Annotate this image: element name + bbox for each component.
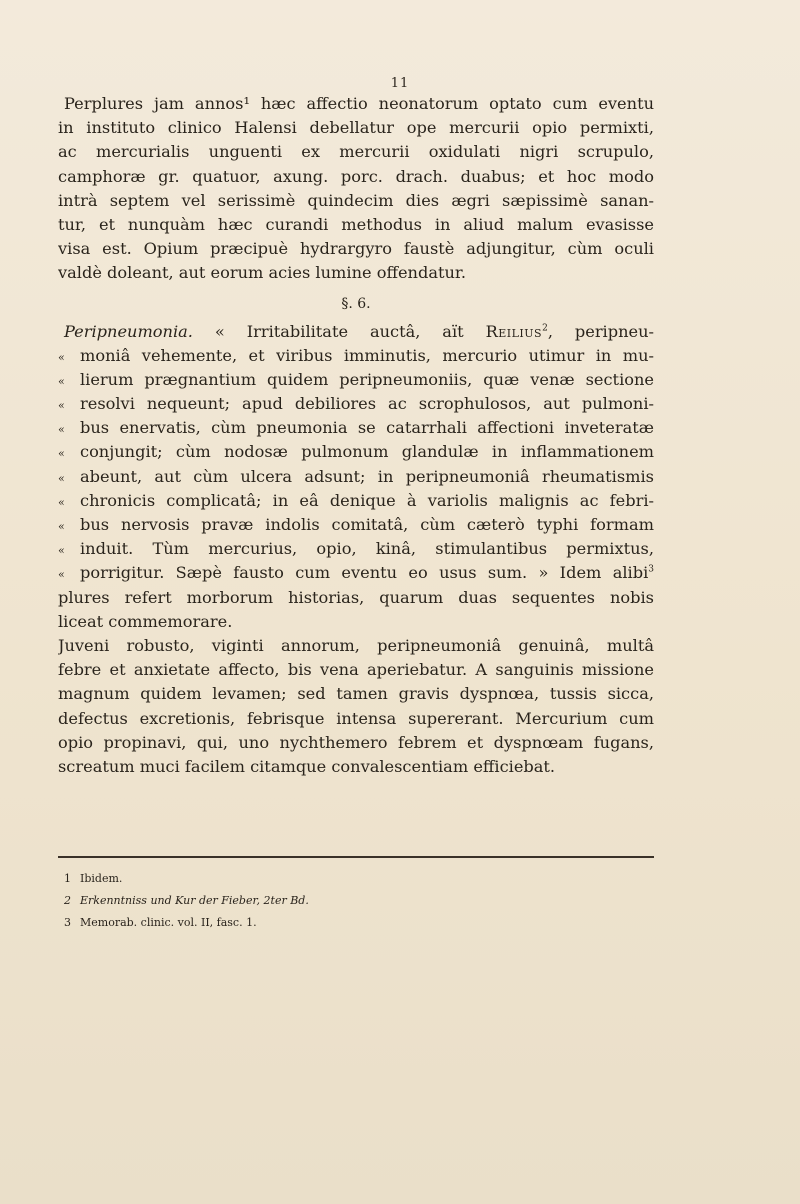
paragraph-1	[58, 92, 654, 286]
quote-mark: «	[58, 471, 65, 485]
quote-mark: «	[214, 321, 225, 341]
text-segment: resolvi nequeunt; apud debiliores ac scrophulosos, aut pulmoni-	[80, 394, 654, 414]
footnote	[64, 890, 624, 912]
text-line: visa est. Opium præcipuè hydrargyro faustè adjungitur, cùm oculi	[58, 239, 654, 259]
footnote-ref: 2	[542, 323, 548, 334]
footnote-number: 2	[64, 894, 71, 907]
text-line: in instituto clinico Halensi debellatur ope mercurii opio permixti,	[58, 118, 654, 138]
text-line: opio propinavi, qui, uno nychthemero febrem et dyspnœam fugans,	[58, 732, 654, 752]
text-line	[58, 561, 654, 585]
footnote-text: Memorab. clinic. vol. II, fasc. 1.	[80, 916, 257, 929]
text-segment: chronicis complicatâ; in eâ denique à variolis malignis ac febri-	[80, 490, 654, 510]
text-line: Perplures jam annos¹ hæc affectio neonatorum optato cum eventu	[64, 94, 654, 113]
paragraph-2	[58, 320, 654, 634]
quote-mark: «	[58, 568, 65, 582]
quote-mark: «	[58, 544, 65, 558]
text-line	[58, 344, 654, 368]
quote-mark: «	[58, 520, 65, 533]
quote-mark: «	[58, 495, 65, 509]
text-segment: Irritabilitate auctâ, aït	[246, 321, 464, 341]
text-line	[58, 392, 654, 416]
text-segment: bus nervosis pravæ indolis comitatâ, cùm cæterò typhi formam	[80, 515, 654, 534]
quote-mark: «	[58, 447, 65, 461]
page-number: 11	[390, 76, 410, 91]
text-line: Juveni robusto, viginti annorum, peripneumoniâ genuinâ, multâ	[58, 635, 654, 655]
text-line: plures refert morborum historias, quarum duas sequentes nobis	[58, 587, 654, 607]
text-segment: , peripneu-	[547, 321, 654, 341]
author-name: Reilius	[485, 321, 543, 341]
footnote-number: 1	[64, 872, 71, 885]
quote-mark: «	[58, 399, 65, 413]
paragraph-3	[58, 634, 654, 779]
quote-mark: «	[58, 374, 65, 388]
text-line: magnum quidem levamen; sed tamen gravis dyspnœa, tussis sicca,	[58, 684, 654, 704]
footnote-rule	[58, 856, 654, 858]
text-line: febre et anxietate affecto, bis vena aperiebatur. A sanguinis missione	[58, 660, 654, 680]
quote-mark: «	[58, 423, 65, 437]
text-line: ac mercurialis unguenti ex mercurii oxidulati nigri scrupulo,	[58, 142, 654, 162]
text-line: intrà septem vel serissimè quindecim dies ægri sæpissimè sanan-	[58, 190, 654, 210]
text-line	[58, 465, 654, 489]
footnote	[64, 868, 624, 890]
footnote-text: Ibidem.	[80, 872, 123, 885]
text-line: camphoræ gr. quatuor, axung. porc. drach. duabus; et hoc modo	[58, 166, 654, 186]
text-line	[58, 513, 654, 537]
section-mark: §. 6.	[341, 295, 371, 312]
text-line: screatum muci facilem citamque convalescentiam efficiebat.	[58, 756, 556, 776]
text-line	[58, 416, 654, 440]
text-segment: moniâ vehemente, et viribus imminutis, mercurio utimur in mu-	[80, 345, 654, 365]
footnote-number: 3	[64, 916, 71, 929]
text-line	[58, 537, 654, 561]
text-line	[58, 368, 654, 392]
footnote	[64, 912, 624, 934]
text-segment: abeunt, aut cùm ulcera adsunt; in peripneumoniâ rheumatismis	[80, 466, 654, 486]
text-line: valdè doleant, aut eorum acies lumine offendatur.	[58, 263, 467, 283]
section-heading: Peripneumonia.	[64, 321, 193, 341]
text-segment: porrigitur. Sæpè fausto cum eventu eo usus sum. » Idem alibi	[80, 563, 649, 583]
text-segment: bus enervatis, cùm pneumonia se catarrhali affectioni inveteratæ	[80, 418, 654, 438]
text-line	[58, 489, 654, 513]
main-text	[58, 92, 654, 779]
text-line: tur, et nunquàm hæc curandi methodus in aliud malum evasisse	[58, 214, 654, 234]
text-line: liceat commemorare.	[58, 611, 233, 631]
text-line: defectus excretionis, febrisque intensa supererant. Mercurium cum	[58, 708, 654, 728]
footnotes	[64, 868, 624, 934]
footnote-ref: 3	[648, 564, 654, 575]
text-segment: conjungit; cùm nodosæ pulmonum glandulæ in inflammationem	[80, 442, 654, 462]
text-segment: lierum prægnantium quidem peripneumoniis, quæ venæ sectione	[80, 369, 654, 389]
footnote-text: Erkenntniss und Kur der Fieber, 2ter Bd.	[80, 894, 309, 907]
text-line	[58, 320, 654, 344]
quote-mark: «	[58, 350, 65, 364]
text-segment: induit. Tùm mercurius, opio, kinâ, stimulantibus permixtus,	[80, 539, 654, 559]
text-line	[58, 440, 654, 464]
